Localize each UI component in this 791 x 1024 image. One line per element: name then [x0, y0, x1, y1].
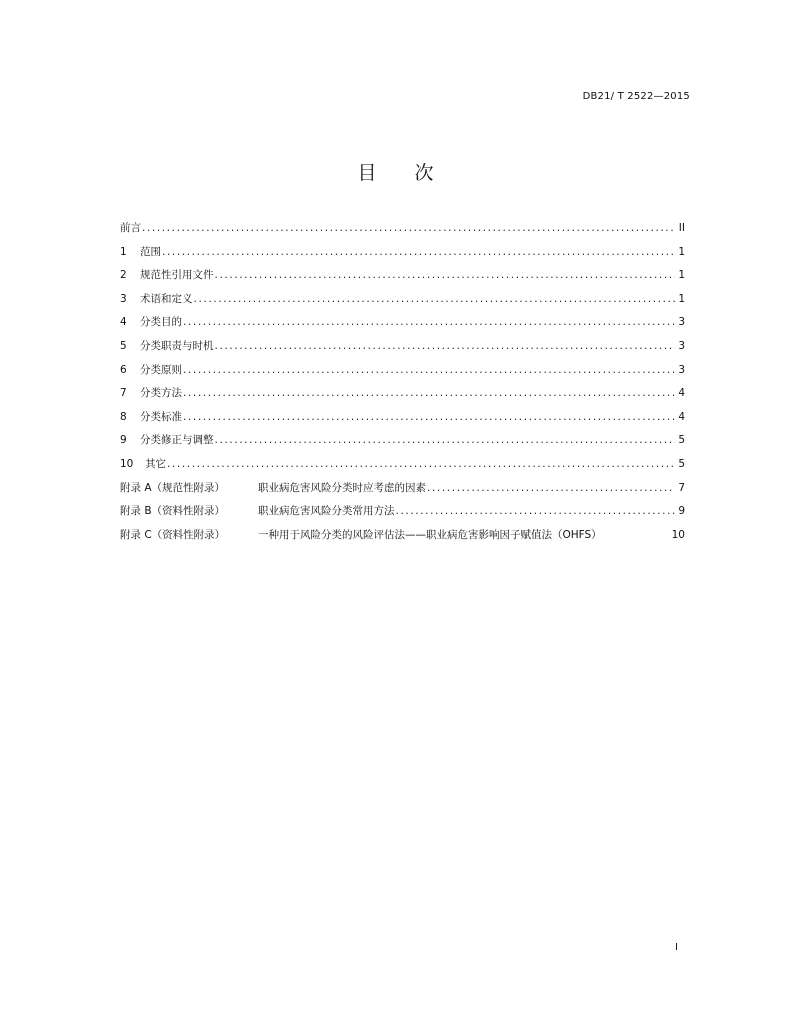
appendix-prefix: 附录 C（资料性附录）: [120, 528, 226, 541]
title-char-1: 目: [357, 162, 377, 184]
toc-entry-number: 7: [120, 387, 127, 400]
dot-leader: [167, 458, 675, 470]
toc-page-number: 4: [678, 387, 685, 400]
toc-entry-number: 3: [120, 292, 127, 305]
toc-entry-title: [120, 503, 395, 518]
dot-leader: [142, 222, 676, 234]
title-char-2: 次: [414, 162, 434, 184]
toc-entry-title: [120, 220, 141, 235]
toc-entry[interactable]: [120, 291, 685, 315]
page-number: I: [675, 942, 678, 953]
toc-entry[interactable]: [120, 244, 685, 268]
toc-appendix-entry[interactable]: [120, 480, 685, 504]
appendix-label: 职业病危害风险分类时应考虑的因素: [258, 481, 426, 494]
toc-entry[interactable]: [120, 432, 685, 456]
toc-entry[interactable]: [120, 220, 685, 244]
toc-page-number: 5: [678, 434, 685, 447]
dot-leader: [183, 387, 675, 399]
toc-entry-number: 1: [120, 245, 127, 258]
toc-page-number: 1: [678, 245, 685, 258]
toc-page-number: 1: [678, 269, 685, 282]
appendix-label: 一种用于风险分类的风险评估法——职业病危害影响因子赋值法（OHFS）: [258, 528, 602, 541]
toc-page-number: 4: [678, 410, 685, 423]
dot-leader: [215, 434, 676, 446]
toc-page-number: 3: [678, 363, 685, 376]
toc-entry-number: 2: [120, 269, 127, 282]
dot-leader: [194, 293, 676, 305]
toc-entry-title: [120, 456, 166, 471]
dot-leader: [183, 316, 675, 328]
toc-page-number: 9: [678, 505, 685, 518]
toc-entry-label: 其它: [145, 457, 166, 470]
toc-entry-title: [120, 314, 182, 329]
toc-page-number: 3: [678, 339, 685, 352]
dot-leader: [396, 505, 676, 517]
toc-entry-label: 分类原则: [140, 363, 182, 376]
toc-page-number: 7: [678, 481, 685, 494]
appendix-label: 职业病危害风险分类常用方法: [258, 505, 395, 518]
toc-entry[interactable]: [120, 385, 685, 409]
toc-entry-label: 分类目的: [140, 316, 182, 329]
toc-entry-title: [120, 244, 161, 259]
toc-entry-number: 5: [120, 339, 127, 352]
toc-entry-number: 10: [120, 457, 134, 470]
toc-entry[interactable]: [120, 314, 685, 338]
toc-entry-title: [120, 409, 182, 424]
appendix-prefix: 附录 B（资料性附录）: [120, 505, 226, 518]
appendix-prefix: 附录 A（规范性附录）: [120, 481, 226, 494]
toc-page-number: 5: [678, 457, 685, 470]
toc-page-number: 3: [678, 316, 685, 329]
dot-leader: [162, 246, 675, 258]
toc-appendix-entry[interactable]: [120, 527, 685, 551]
toc-entry-title: [120, 527, 602, 542]
toc-entry-title: [120, 432, 214, 447]
toc-entry-label: 术语和定义: [140, 292, 193, 305]
toc-entry-title: [120, 267, 214, 282]
dot-leader: [215, 340, 676, 352]
toc-entry-label: 前言: [120, 222, 141, 234]
toc-entry[interactable]: [120, 409, 685, 433]
toc-entry[interactable]: [120, 338, 685, 362]
toc-entry-title: [120, 385, 182, 400]
toc-entry-title: [120, 480, 426, 495]
toc-page-number: 1: [678, 292, 685, 305]
toc-appendix-entry[interactable]: [120, 503, 685, 527]
toc-entry-label: 分类职责与时机: [140, 339, 214, 352]
dot-leader: [183, 364, 675, 376]
toc-entry-label: 分类方法: [140, 387, 182, 400]
toc-page-number: 10: [671, 528, 685, 541]
toc-entry[interactable]: [120, 362, 685, 386]
toc-entry-title: [120, 362, 182, 377]
toc-entry-label: 分类标准: [140, 410, 182, 423]
toc-entry-number: 4: [120, 316, 127, 329]
dot-leader: [427, 482, 675, 494]
toc-entry[interactable]: [120, 267, 685, 291]
toc-entry-label: 范围: [140, 245, 161, 258]
toc-entry-number: 8: [120, 410, 127, 423]
toc-page-number: II: [678, 222, 685, 234]
toc-entry-label: 规范性引用文件: [140, 269, 214, 282]
dot-leader: [183, 411, 675, 423]
toc-entry-label: 分类修正与调整: [140, 434, 214, 447]
table-of-contents: [120, 220, 685, 550]
page-title: [0, 158, 791, 185]
toc-entry-number: 6: [120, 363, 127, 376]
toc-entry-number: 9: [120, 434, 127, 447]
dot-leader: [215, 269, 676, 281]
toc-entry[interactable]: [120, 456, 685, 480]
document-code: DB21/ T 2522—2015: [582, 91, 690, 102]
toc-entry-title: [120, 338, 214, 353]
toc-entry-title: [120, 291, 193, 306]
